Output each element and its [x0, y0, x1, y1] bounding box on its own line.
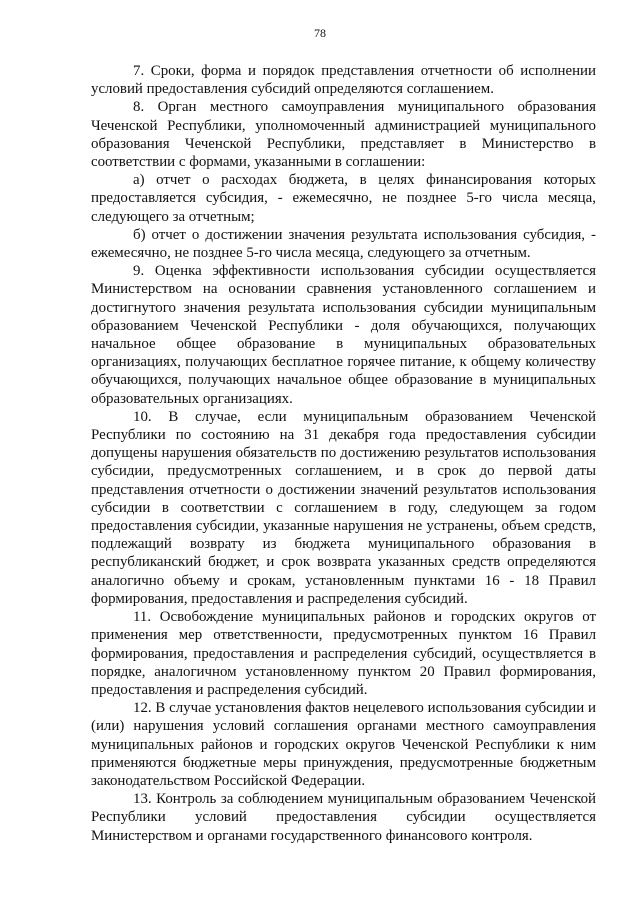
document-body [91, 62, 596, 845]
paragraph-8b: б) отчет о достижении значения результата использования субсидия, - ежемесячно, не позднее 5-го числа месяца, следующего за отчетным. [91, 226, 596, 262]
page-number: 78 [314, 26, 326, 40]
paragraph-13: 13. Контроль за соблюдением муниципальным образованием Чеченской Республики условий предоставления субсидии осуществляется Министерством и органами государственного финансового контроля. [91, 791, 596, 844]
paragraph-9: 9. Оценка эффективности использования субсидии осуществляется Министерством на основании сравнения установленного соглашением и достигнутого значения результата использования субсидии муниципальным образованием Чеченской Республики - доля обучающихся, получающих начальное общее образование в муниципальных образовательных организациях, получающих бесплатное горячее питание, к общему количеству обучающихся, получающих начальное общее образование в муниципальных образовательных организациях. [91, 263, 596, 407]
paragraph-7: 7. Сроки, форма и порядок представления отчетности об исполнении условий предоставления субсидий определяются соглашением. [91, 63, 596, 98]
paragraph-8: 8. Орган местного самоуправления муниципального образования Чеченской Республики, уполномоченный администрацией муниципального образования Чеченской Республики, представляет в Министерство в соответствии с формами, указанными в соглашении: [91, 99, 596, 171]
paragraph-8a: а) отчет о расходах бюджета, в целях финансирования которых предоставляется субсидия, - ежемесячно, не позднее 5-го числа месяца, следующего за отчетным; [91, 172, 596, 225]
paragraph-11: 11. Освобождение муниципальных районов и городских округов от применения мер ответственности, предусмотренных пунктом 16 Правил формирования, предоставления и распределения субсидий, осуществляется в порядке, аналогичном установленному пунктом 20 Правил формирования, предоставления и распределения субсидий. [91, 609, 596, 698]
paragraph-12: 12. В случае установления фактов нецелевого использования субсидии и (или) нарушения условий соглашения органами местного самоуправления муниципальных районов и городских округов Чеченской Республики к ним применяются бюджетные меры принуждения, предусмотренные бюджетным законодательством Российской Федерации. [91, 700, 596, 789]
paragraph-10: 10. В случае, если муниципальным образованием Чеченской Республики по состоянию на 31 декабря года предоставления субсидии допущены нарушения обязательств по достижению результатов использования субсидии, предусмотренных соглашением, и в срок до первой даты представления отчетности о достижении значений результатов использования субсидии в соответствии с соглашением в году, следующем за годом предоставления субсидии, указанные нарушения не устранены, объем средств, подлежащий возврату из бюджета муниципального образования в республиканский бюджет, и срок возврата указанных средств определяются аналогично объему и срокам, установленным пунктами 16 - 18 Правил формирования, предоставления и распределения субсидий. [91, 408, 596, 607]
